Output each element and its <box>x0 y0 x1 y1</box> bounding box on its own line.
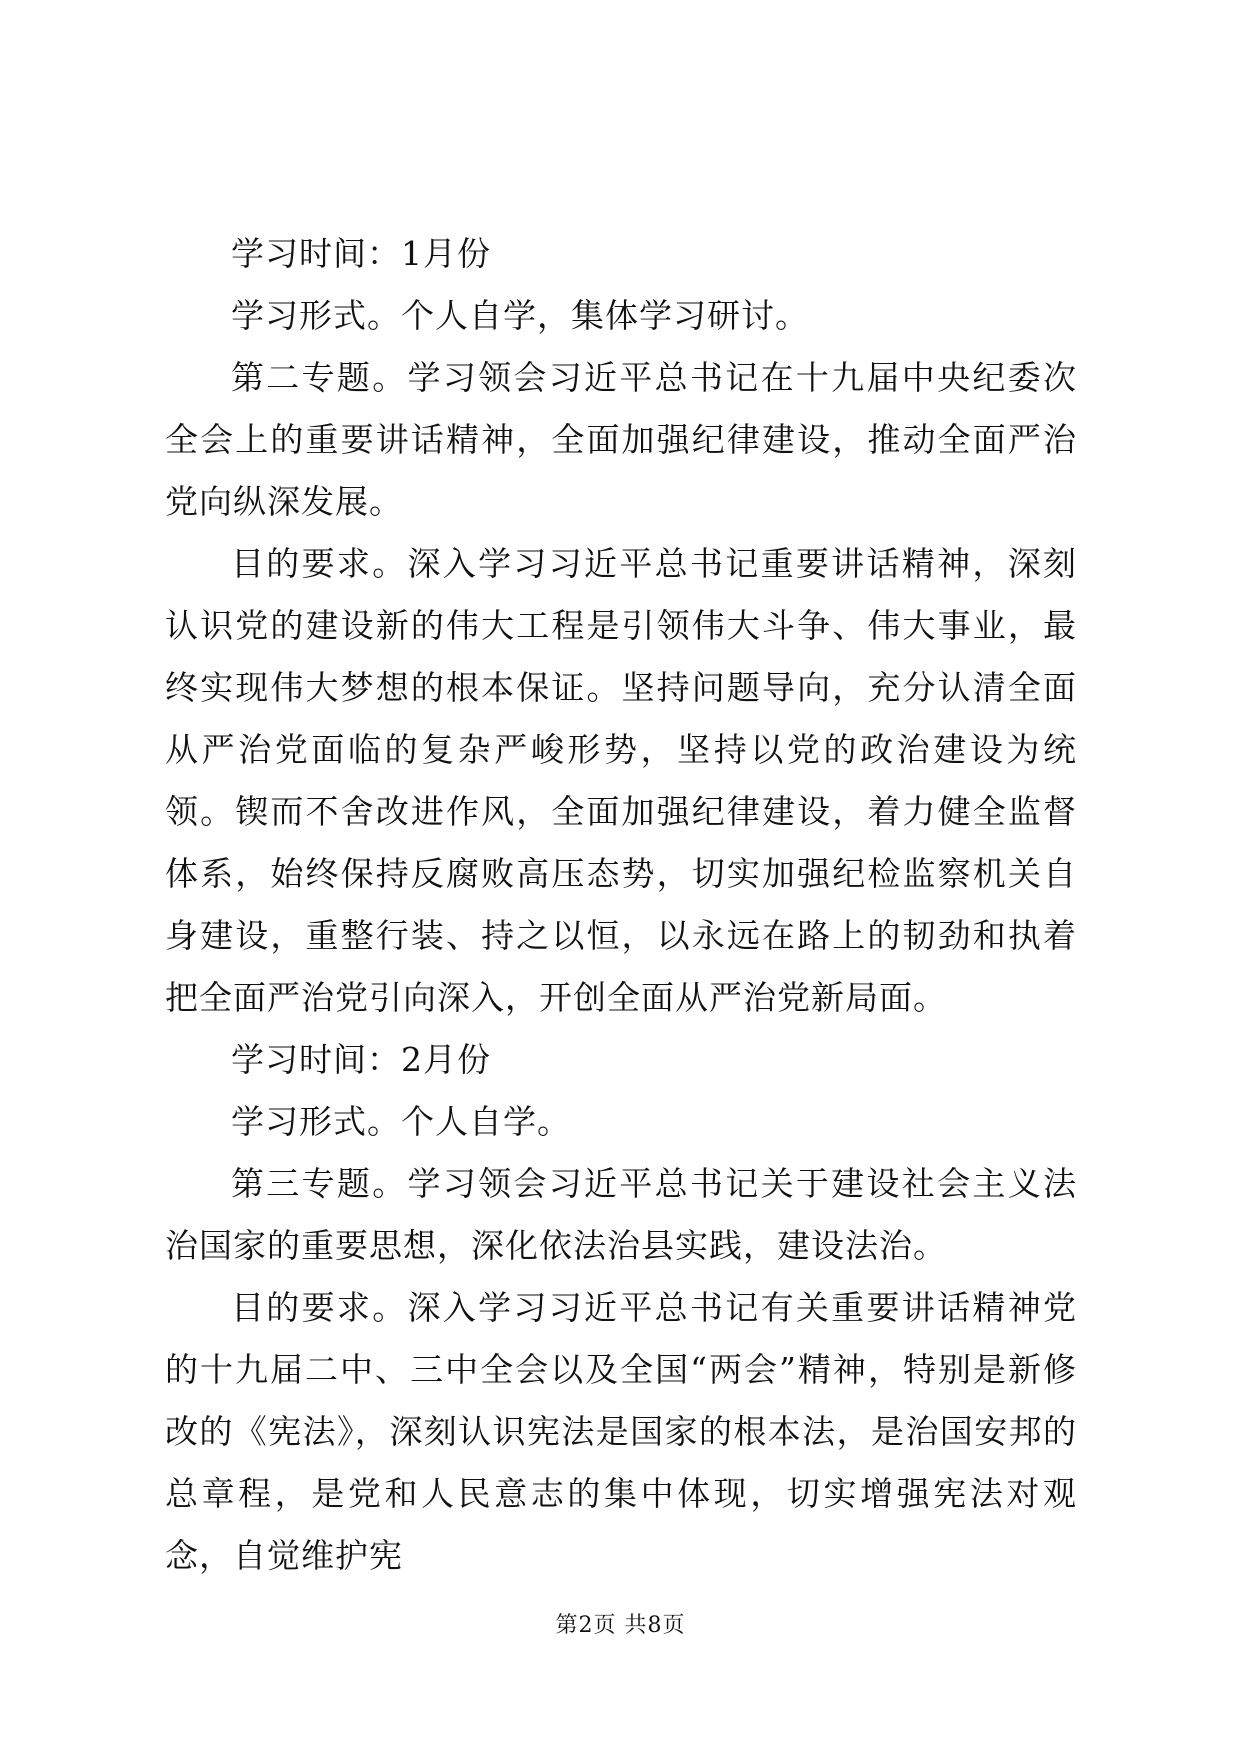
paragraph-study-form-1: 学习形式。个人自学，集体学习研讨。 <box>231 296 809 335</box>
paragraph-topic-3: 第三专题。学习领会习近平总书记关于建设社会主义法治国家的重要思想，深化依法治县实践，建设法治。 <box>165 1164 1077 1265</box>
paragraph-requirements-2: 目的要求。深入学习习近平总书记重要讲话精神，深刻认识党的建设新的伟大工程是引领伟大斗争、伟大事业，最终实现伟大梦想的根本保证。坚持问题导向，充分认清全面从严治党面临的复杂严峻形势，坚持以党的政治建设为统领。锲而不舍改进作风，全面加强纪律建设，着力健全监督体系，始终保持反腐败高压态势，切实加强纪检监察机关自身建设，重整行装、持之以恒，以永远在路上的韧劲和执着把全面严治党引向深入，开创全面从严治党新局面。 <box>165 544 1077 1017</box>
paragraph-study-form-2: 学习形式。个人自学。 <box>231 1102 571 1141</box>
document-body <box>165 223 1077 1587</box>
page-number-footer: 第2页 共8页 <box>555 1613 686 1638</box>
paragraph-requirements-3: 目的要求。深入学习习近平总书记有关重要讲话精神党的十九届二中、三中全会以及全国“两会”精神，特别是新修改的《宪法》，深刻认识宪法是国家的根本法，是治国安邦的总章程，是党和人民意志的集中体现，切实增强宪法对观念，自觉维护宪 <box>165 1288 1077 1575</box>
paragraph-topic-2: 第二专题。学习领会习近平总书记在十九届中央纪委次全会上的重要讲话精神，全面加强纪律建设，推动全面严治党向纵深发展。 <box>165 358 1077 521</box>
paragraph-study-time-2: 学习时间：2月份 <box>231 1040 491 1079</box>
paragraph-study-time-1: 学习时间：1月份 <box>231 234 491 273</box>
